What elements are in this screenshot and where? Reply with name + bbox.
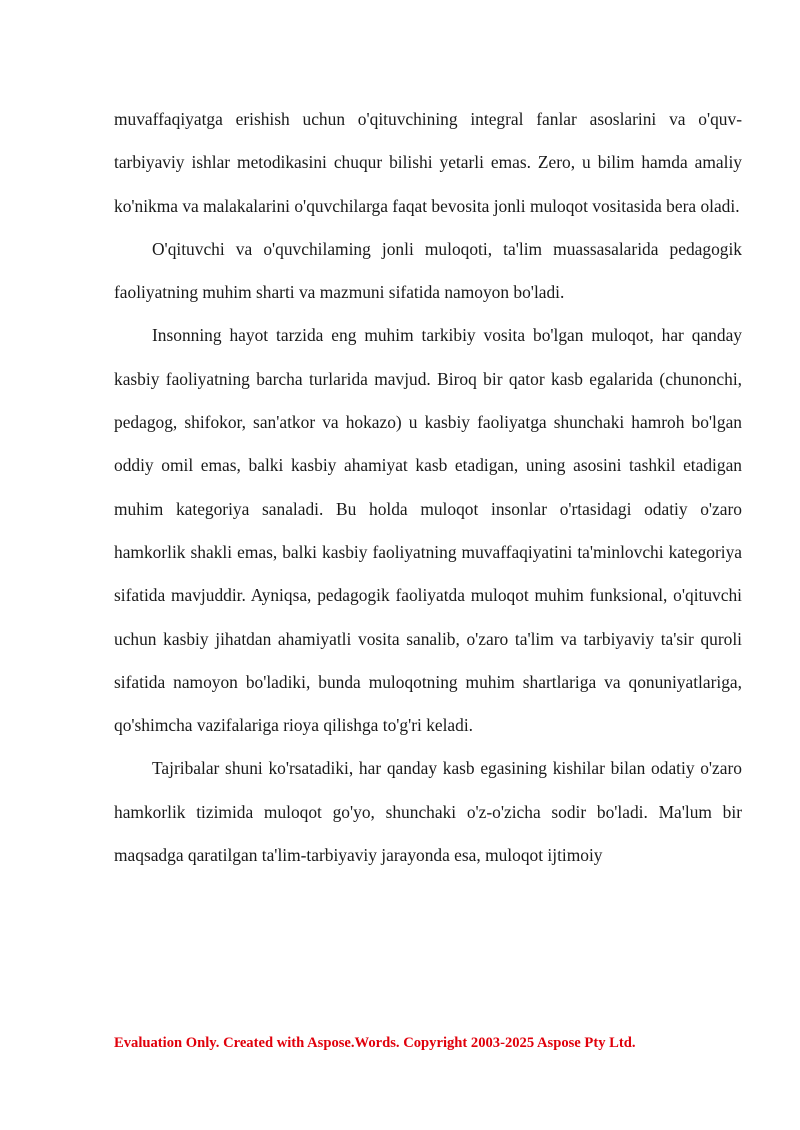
paragraph-4: Tajribalar shuni ko'rsatadiki, har qanday kasb egasining kishilar bilan odatiy o'zaro hamkorlik tizimida muloqot go'yo, shunchaki o'z-o'zicha sodir bo'ladi. Ma'lum bir maqsadga qaratilgan ta'lim-tarbiyaviy jarayonda esa, muloqot ijtimoiy xyxy=(114,758,742,866)
body-text xyxy=(114,98,742,877)
paragraph-1: muvaffaqiyatga erishish uchun o'qituvchining integral fanlar asoslarini va o'quv-tarbiyaviy ishlar metodikasini chuqur bilishi yetarli emas. Zero, u bilim hamda amaliy ko'nikma va malakalarini o'quvchilarga faqat bevosita jonli muloqot vositasida bera oladi. xyxy=(114,109,742,216)
paragraph-2: O'qituvchi va o'quvchilaming jonli muloqoti, ta'lim muassasalarida pedagogik faoliyatning muhim sharti va mazmuni sifatida namoyon bo'ladi. xyxy=(114,238,742,303)
evaluation-watermark-footer: Evaluation Only. Created with Aspose.Words. Copyright 2003-2025 Aspose Pty Ltd. xyxy=(114,1035,636,1051)
paragraph-3: Insonning hayot tarzida eng muhim tarkibiy vosita bo'lgan muloqot, har qanday kasbiy faoliyatning barcha turlarida mavjud. Biroq bir qator kasb egalarida (chunonchi, pedagog, shifokor, san'atkor va hokazo) u kasbiy faoliyatga shunchaki hamroh bo'lgan oddiy omil emas, balki kasbiy ahamiyat kasb etadigan, uning asosini tashkil etadigan muhim kategoriya sanaladi. Bu holda muloqot insonlar o'rtasidagi odatiy o'zaro hamkorlik shakli emas, balki kasbiy faoliyatning muvaffaqiyatini ta'minlovchi kategoriya sifatida mavjuddir. Ayniqsa, pedagogik faoliyatda muloqot muhim funksional, o'qituvchi uchun kasbiy jihatdan ahamiyatli vosita sanalib, o'zaro ta'lim va tarbiyaviy ta'sir quroli sifatida namoyon bo'ladiki, bunda muloqotning muhim shartlariga va qonuniyatlariga, qo'shimcha vazifalariga rioya qilishga to'g'ri keladi. xyxy=(114,325,742,736)
